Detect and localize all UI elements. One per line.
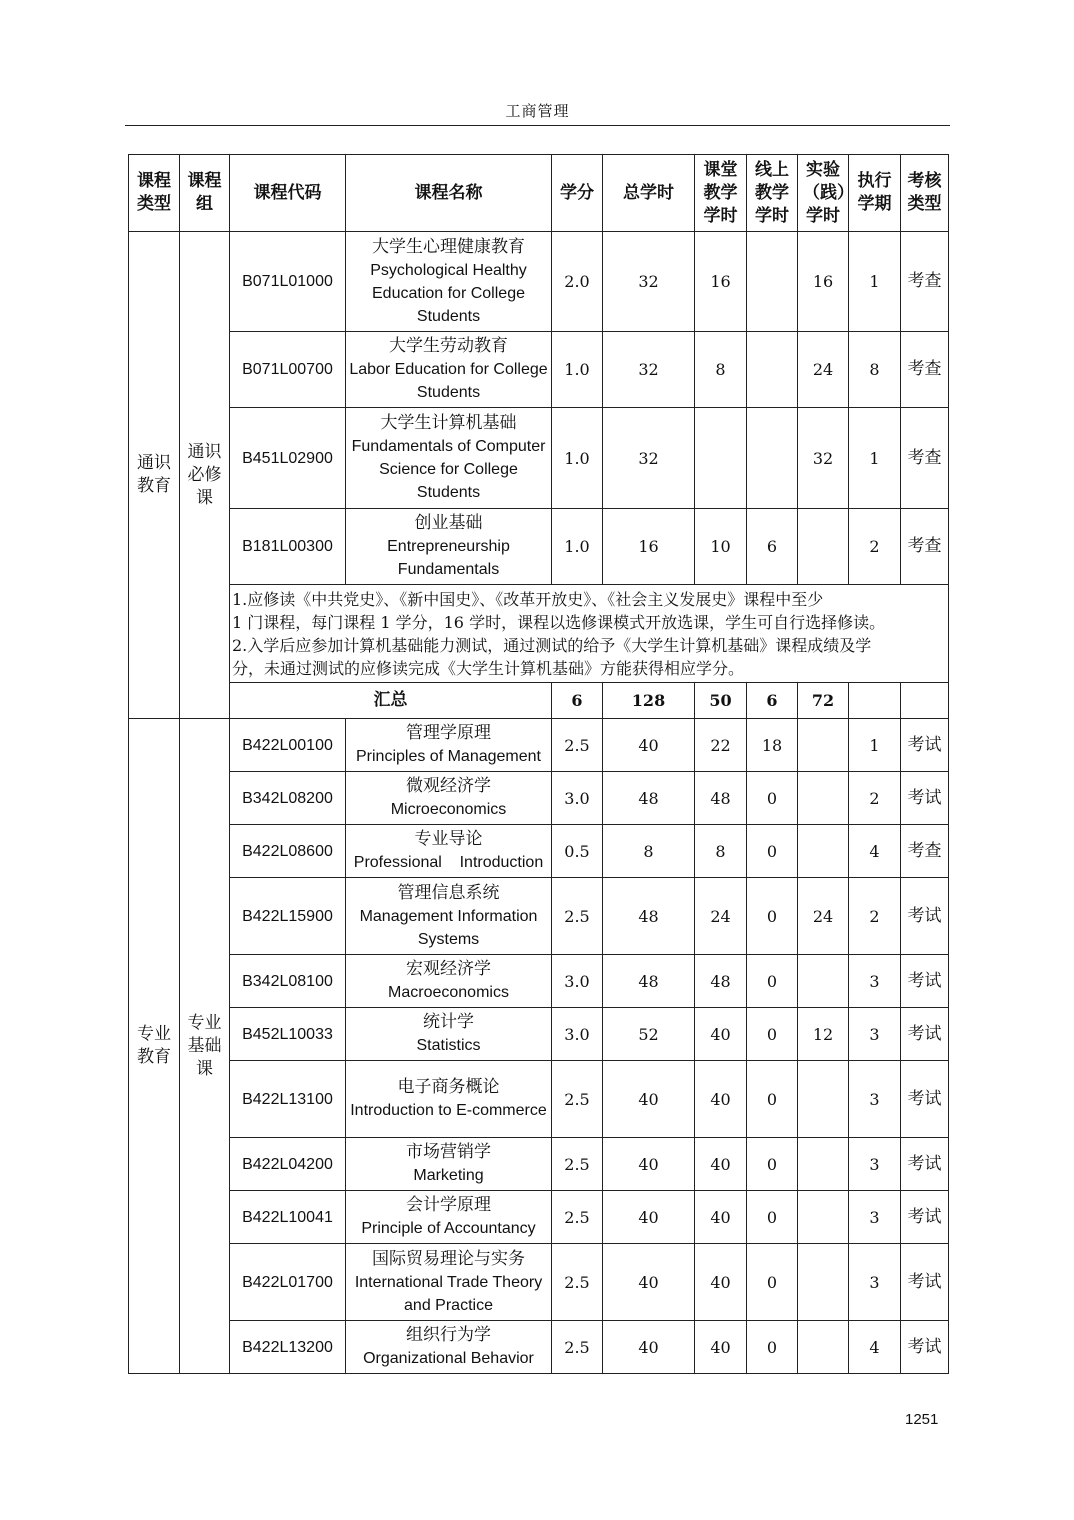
total-hours-cell: 48 (603, 878, 695, 955)
course-name-en: Management Information Systems (359, 907, 542, 948)
course-name-en: Statistics (416, 1037, 481, 1054)
class-hours-cell: 16 (695, 232, 747, 332)
semester-cell: 8 (849, 332, 901, 408)
header-credits: 学分 (552, 155, 603, 232)
course-name-cn: 电子商务概论 (397, 1077, 500, 1097)
class-hours-cell: 40 (695, 1008, 747, 1061)
course-name-cn: 会计学原理 (406, 1195, 491, 1215)
credits-cell: 3.0 (552, 1008, 603, 1061)
class-hours-cell: 24 (695, 878, 747, 955)
note-cell (230, 585, 949, 683)
lab-hours-cell: 12 (798, 1008, 849, 1061)
semester-cell: 3 (849, 955, 901, 1008)
header-lab-hours: 实验（践）学时 (798, 155, 849, 232)
lab-hours-cell (798, 1191, 849, 1244)
note-row (129, 585, 949, 683)
table-row (129, 509, 949, 585)
course-name-cell (346, 1008, 552, 1061)
summary-row (129, 683, 949, 719)
course-name-cell (346, 1061, 552, 1138)
course-name-cn: 组织行为学 (406, 1325, 491, 1345)
exam-type-cell: 考试 (901, 1191, 949, 1244)
class-hours-cell: 8 (695, 332, 747, 408)
summary-lab-cell: 72 (798, 683, 849, 719)
lab-hours-cell (798, 955, 849, 1008)
course-name-en: Principle of Accountancy (361, 1220, 536, 1237)
course-name-cn: 管理学原理 (406, 723, 491, 743)
exam-type-cell: 考查 (901, 509, 949, 585)
semester-cell: 4 (849, 825, 901, 878)
course-name-cell (346, 825, 552, 878)
header-total-hours: 总学时 (603, 155, 695, 232)
online-hours-cell: 0 (747, 955, 798, 1008)
exam-type-cell: 考查 (901, 232, 949, 332)
credits-cell: 2.5 (552, 1061, 603, 1138)
online-hours-cell: 0 (747, 878, 798, 955)
credits-cell: 2.5 (552, 1138, 603, 1191)
semester-cell: 1 (849, 408, 901, 509)
header-course-group: 课程组 (180, 155, 230, 232)
semester-cell: 1 (849, 719, 901, 772)
online-hours-cell: 0 (747, 1061, 798, 1138)
course-name-cn: 大学生劳动教育 (389, 336, 508, 356)
summary-credits-cell: 6 (552, 683, 603, 719)
header-semester: 执行学期 (849, 155, 901, 232)
exam-type-cell: 考试 (901, 1321, 949, 1374)
table-row (129, 1008, 949, 1061)
course-code-cell: B422L13200 (230, 1321, 346, 1374)
online-hours-cell (747, 332, 798, 408)
header-online-hours: 线上教学学时 (747, 155, 798, 232)
class-hours-cell: 40 (695, 1244, 747, 1321)
course-code-cell: B071L01000 (230, 232, 346, 332)
total-hours-cell: 32 (603, 408, 695, 509)
summary-semester-cell (849, 683, 901, 719)
credits-cell: 2.5 (552, 878, 603, 955)
lab-hours-cell (798, 1138, 849, 1191)
course-code-cell: B422L00100 (230, 719, 346, 772)
course-name-cell (346, 332, 552, 408)
exam-type-cell: 考试 (901, 1061, 949, 1138)
total-hours-cell: 48 (603, 772, 695, 825)
course-name-cell (346, 878, 552, 955)
exam-type-cell: 考试 (901, 955, 949, 1008)
online-hours-cell: 0 (747, 825, 798, 878)
course-group-cell: 通识必修课 (180, 232, 230, 719)
credits-cell: 1.0 (552, 408, 603, 509)
header-class-hours: 课堂教学学时 (695, 155, 747, 232)
exam-type-cell: 考试 (901, 1244, 949, 1321)
class-hours-cell: 48 (695, 772, 747, 825)
header-rule (125, 125, 950, 126)
course-code-cell: B451L02900 (230, 408, 346, 509)
course-name-cn: 微观经济学 (406, 776, 491, 796)
credits-cell: 2.5 (552, 1244, 603, 1321)
course-code-cell: B181L00300 (230, 509, 346, 585)
course-name-en: Organizational Behavior (363, 1350, 534, 1367)
semester-cell: 2 (849, 509, 901, 585)
table-row (129, 825, 949, 878)
online-hours-cell: 6 (747, 509, 798, 585)
online-hours-cell (747, 408, 798, 509)
course-name-cell (346, 1321, 552, 1374)
table-row (129, 408, 949, 509)
exam-type-cell: 考试 (901, 772, 949, 825)
class-hours-cell (695, 408, 747, 509)
course-type-cell: 专业教育 (129, 719, 180, 1374)
online-hours-cell: 0 (747, 1321, 798, 1374)
table-row (129, 878, 949, 955)
semester-cell: 2 (849, 878, 901, 955)
online-hours-cell: 0 (747, 772, 798, 825)
note-line: 1.应修读《中共党史》、《新中国史》、《改革开放史》、《社会主义发展史》课程中至少 (232, 589, 824, 609)
lab-hours-cell: 24 (798, 332, 849, 408)
course-code-cell: B342L08100 (230, 955, 346, 1008)
course-name-en: Fundamentals of Computer Science for College Students (351, 438, 550, 501)
note-line: 分，未通过测试的应修读完成《大学生计算机基础》方能获得相应学分。 (232, 658, 745, 678)
class-hours-cell: 22 (695, 719, 747, 772)
page-number: 1251 (905, 1411, 939, 1428)
exam-type-cell: 考查 (901, 825, 949, 878)
total-hours-cell: 48 (603, 955, 695, 1008)
summary-online-cell: 6 (747, 683, 798, 719)
class-hours-cell: 8 (695, 825, 747, 878)
lab-hours-cell (798, 1321, 849, 1374)
table-row (129, 1138, 949, 1191)
header-row (129, 155, 949, 232)
course-name-en: Labor Education for College Students (349, 361, 553, 401)
lab-hours-cell (798, 1244, 849, 1321)
table-row (129, 1244, 949, 1321)
exam-type-cell: 考试 (901, 878, 949, 955)
course-name-en: Entrepreneurship Fundamentals (387, 538, 515, 578)
exam-type-cell: 考试 (901, 719, 949, 772)
lab-hours-cell (798, 719, 849, 772)
course-code-cell: B452L10033 (230, 1008, 346, 1061)
summary-exam-cell (901, 683, 949, 719)
table-row (129, 232, 949, 332)
semester-cell: 3 (849, 1008, 901, 1061)
lab-hours-cell: 32 (798, 408, 849, 509)
total-hours-cell: 40 (603, 1061, 695, 1138)
course-type-cell: 通识教育 (129, 232, 180, 719)
lab-hours-cell (798, 825, 849, 878)
credits-cell: 3.0 (552, 955, 603, 1008)
class-hours-cell: 40 (695, 1321, 747, 1374)
exam-type-cell: 考查 (901, 408, 949, 509)
course-name-cell (346, 719, 552, 772)
summary-label: 汇总 (230, 683, 552, 719)
header-course-type: 课程类型 (129, 155, 180, 232)
credits-cell: 1.0 (552, 509, 603, 585)
exam-type-cell: 考试 (901, 1008, 949, 1061)
summary-total-cell: 128 (603, 683, 695, 719)
credits-cell: 2.5 (552, 719, 603, 772)
semester-cell: 3 (849, 1244, 901, 1321)
table-row (129, 1321, 949, 1374)
online-hours-cell: 18 (747, 719, 798, 772)
semester-cell: 1 (849, 232, 901, 332)
course-name-en: International Trade Theory and Practice (354, 1273, 547, 1314)
semester-cell: 3 (849, 1061, 901, 1138)
curriculum-table (128, 154, 949, 1374)
course-name-en: Principles of Management (356, 748, 541, 765)
course-code-cell: B422L04200 (230, 1138, 346, 1191)
course-name-cell (346, 408, 552, 509)
course-name-cn: 宏观经济学 (406, 959, 491, 979)
course-name-cell (346, 1244, 552, 1321)
credits-cell: 2.5 (552, 1191, 603, 1244)
course-name-en: Introduction to E-commerce (350, 1102, 547, 1119)
course-code-cell: B422L10041 (230, 1191, 346, 1244)
header-course-code: 课程代码 (230, 155, 346, 232)
semester-cell: 2 (849, 772, 901, 825)
course-name-cell (346, 1191, 552, 1244)
total-hours-cell: 40 (603, 1138, 695, 1191)
header-exam-type: 考核类型 (901, 155, 949, 232)
total-hours-cell: 32 (603, 232, 695, 332)
course-name-cell (346, 955, 552, 1008)
online-hours-cell: 0 (747, 1138, 798, 1191)
course-code-cell: B422L01700 (230, 1244, 346, 1321)
course-name-cn: 国际贸易理论与实务 (372, 1248, 525, 1269)
course-name-en: Marketing (413, 1167, 484, 1184)
summary-class-cell: 50 (695, 683, 747, 719)
note-line: 1 门课程，每门课程 1 学分，16 学时，课程以选修课模式开放选课，学生可自行选择修读。 (232, 612, 886, 632)
page-header: 工商管理 (505, 102, 570, 120)
course-code-cell: B422L13100 (230, 1061, 346, 1138)
course-name-cn: 专业导论 (414, 829, 483, 849)
online-hours-cell (747, 232, 798, 332)
online-hours-cell: 0 (747, 1191, 798, 1244)
header-course-name: 课程名称 (346, 155, 552, 232)
course-name-cell (346, 232, 552, 332)
course-name-cn: 创业基础 (414, 513, 483, 533)
course-group-cell: 专业基础课 (180, 719, 230, 1374)
semester-cell: 3 (849, 1138, 901, 1191)
note-line: 2.入学后应参加计算机基础能力测试，通过测试的给予《大学生计算机基础》课程成绩及学 (232, 635, 872, 655)
online-hours-cell: 0 (747, 1244, 798, 1321)
table-row (129, 772, 949, 825)
lab-hours-cell (798, 1061, 849, 1138)
course-code-cell: B422L08600 (230, 825, 346, 878)
course-code-cell: B422L15900 (230, 878, 346, 955)
lab-hours-cell: 16 (798, 232, 849, 332)
course-name-cn: 统计学 (423, 1012, 474, 1032)
total-hours-cell: 40 (603, 1244, 695, 1321)
class-hours-cell: 48 (695, 955, 747, 1008)
class-hours-cell: 40 (695, 1061, 747, 1138)
online-hours-cell: 0 (747, 1008, 798, 1061)
total-hours-cell: 8 (603, 825, 695, 878)
course-name-cell (346, 1138, 552, 1191)
course-name-cn: 管理信息系统 (397, 882, 500, 903)
course-name-cn: 大学生计算机基础 (380, 413, 517, 433)
table-row (129, 332, 949, 408)
total-hours-cell: 40 (603, 1321, 695, 1374)
course-name-cell (346, 772, 552, 825)
credits-cell: 2.5 (552, 1321, 603, 1374)
table-row (129, 719, 949, 772)
total-hours-cell: 40 (603, 719, 695, 772)
course-name-en: Professional Introduction (353, 854, 544, 871)
lab-hours-cell (798, 772, 849, 825)
credits-cell: 3.0 (552, 772, 603, 825)
class-hours-cell: 40 (695, 1138, 747, 1191)
table-row (129, 1061, 949, 1138)
course-name-en: Macroeconomics (388, 984, 509, 1001)
table-row (129, 955, 949, 1008)
semester-cell: 4 (849, 1321, 901, 1374)
credits-cell: 2.0 (552, 232, 603, 332)
class-hours-cell: 10 (695, 509, 747, 585)
exam-type-cell: 考试 (901, 1138, 949, 1191)
course-name-en: Psychological Healthy Education for College Students (370, 261, 532, 325)
course-name-en: Microeconomics (390, 801, 507, 818)
course-code-cell: B071L00700 (230, 332, 346, 408)
total-hours-cell: 32 (603, 332, 695, 408)
credits-cell: 1.0 (552, 332, 603, 408)
table-row (129, 1191, 949, 1244)
credits-cell: 0.5 (552, 825, 603, 878)
course-code-cell: B342L08200 (230, 772, 346, 825)
exam-type-cell: 考查 (901, 332, 949, 408)
lab-hours-cell: 24 (798, 878, 849, 955)
total-hours-cell: 40 (603, 1191, 695, 1244)
semester-cell: 3 (849, 1191, 901, 1244)
course-name-cell (346, 509, 552, 585)
class-hours-cell: 40 (695, 1191, 747, 1244)
lab-hours-cell (798, 509, 849, 585)
total-hours-cell: 16 (603, 509, 695, 585)
course-name-cn: 市场营销学 (406, 1142, 491, 1162)
total-hours-cell: 52 (603, 1008, 695, 1061)
course-name-cn: 大学生心理健康教育 (372, 236, 525, 257)
